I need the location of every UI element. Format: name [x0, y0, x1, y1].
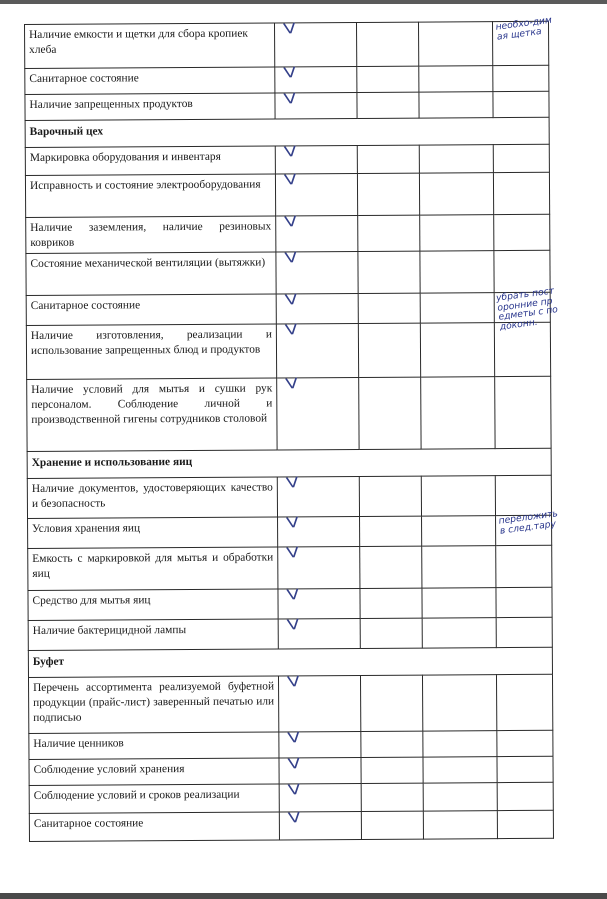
check-mark: V	[286, 673, 302, 691]
empty-cell-b	[423, 783, 497, 811]
check-cell	[276, 323, 358, 377]
section-heading: Варочный цех	[25, 117, 549, 147]
check-cell	[275, 173, 357, 216]
check-mark: V	[285, 514, 301, 532]
table-row	[28, 617, 552, 650]
check-mark: V	[282, 20, 298, 38]
section-heading: Хранение и использование яиц	[27, 448, 551, 478]
empty-cell-b	[420, 251, 494, 293]
remark-cell	[497, 756, 553, 782]
table-row	[25, 21, 549, 68]
remark-cell	[494, 322, 550, 376]
empty-cell-b	[419, 66, 493, 92]
check-cell	[278, 618, 360, 649]
table-row	[26, 292, 550, 325]
table-row	[25, 144, 549, 175]
table-row	[27, 475, 551, 518]
remark-cell	[497, 730, 553, 756]
remark-cell	[494, 214, 550, 250]
check-cell	[275, 66, 357, 93]
section-row	[28, 647, 552, 677]
criterion-text: Емкость с маркировкой для мытья и обработки яиц	[28, 547, 278, 591]
check-mark: V	[282, 90, 298, 108]
empty-cell-a	[361, 757, 423, 783]
check-cell	[279, 731, 361, 758]
check-cell	[274, 22, 356, 67]
empty-cell-a	[359, 377, 421, 449]
criterion-text: Наличие заземления, наличие резиновых ковриков	[26, 216, 276, 254]
empty-cell-a	[361, 731, 423, 757]
check-cell	[276, 293, 358, 324]
empty-cell-a	[357, 145, 419, 173]
criterion-text: Перечень ассортимента реализуемой буфетной продукции (прайс-лист) заверенный печатью или подписью	[28, 676, 278, 734]
empty-cell-b	[419, 145, 493, 173]
empty-cell-b	[419, 92, 493, 118]
check-mark: V	[285, 544, 301, 562]
check-cell	[278, 546, 360, 589]
table-row	[25, 172, 549, 217]
criterion-text: Наличие условий для мытья и сушки рук персоналом. Соблюдение личной и производственной гигены сотрудников столовой	[27, 378, 277, 452]
table-row	[27, 376, 551, 451]
criterion-text: Соблюдение условий и сроков реализации	[29, 784, 279, 814]
criterion-text: Наличие бактерицидной лампы	[28, 619, 278, 651]
handwritten-note: переложить в след.тару	[497, 508, 559, 537]
check-mark: V	[287, 809, 302, 827]
check-cell	[279, 757, 361, 784]
empty-cell-a	[360, 546, 422, 588]
check-mark: V	[284, 321, 299, 339]
check-cell	[279, 783, 361, 812]
criterion-text: Наличие запрещенных продуктов	[25, 93, 275, 121]
table-row	[25, 65, 549, 94]
empty-cell-b	[420, 293, 494, 323]
check-mark: V	[286, 755, 302, 773]
empty-cell-b	[421, 476, 495, 516]
remark-cell	[495, 376, 551, 448]
remark-cell	[493, 172, 549, 214]
empty-cell-b	[422, 675, 496, 731]
check-mark: V	[286, 616, 301, 634]
criterion-text: Санитарное состояние	[25, 67, 275, 95]
check-cell	[278, 588, 360, 619]
table-row	[25, 91, 549, 120]
empty-cell-b	[418, 22, 492, 66]
remark-cell	[494, 285, 559, 333]
check-mark: V	[283, 171, 299, 189]
empty-cell-b	[423, 811, 497, 839]
table-row	[28, 515, 552, 548]
criterion-text: Санитарное состояние	[29, 812, 279, 842]
table-row	[26, 214, 550, 253]
empty-cell-b	[420, 215, 494, 251]
criterion-text: Наличие емкости и щетки для сбора кропиек хлеба	[25, 23, 275, 69]
empty-cell-a	[358, 293, 420, 323]
criterion-text: Маркировка оборудования и инвентаря	[25, 146, 275, 176]
check-cell	[278, 675, 360, 731]
check-mark: V	[285, 474, 300, 492]
table-row	[28, 674, 552, 733]
criterion-text: Состояние механической вентиляции (вытяжки)	[26, 252, 276, 296]
check-mark: V	[282, 64, 298, 82]
section-heading: Буфет	[28, 647, 552, 677]
criterion-text: Соблюдение условий хранения	[29, 758, 279, 786]
empty-cell-a	[360, 588, 422, 618]
empty-cell-a	[360, 516, 422, 546]
table-row	[29, 810, 553, 841]
check-cell	[275, 145, 357, 174]
empty-cell-a	[356, 22, 418, 66]
empty-cell-b	[422, 618, 496, 648]
empty-cell-b	[419, 173, 493, 215]
criterion-text: Исправность и состояние электрооборудования	[25, 174, 275, 218]
check-cell	[277, 377, 359, 449]
remark-cell	[496, 617, 552, 647]
empty-cell-a	[361, 811, 423, 839]
check-mark: V	[284, 375, 300, 393]
check-cell	[279, 811, 361, 840]
table-row	[28, 587, 552, 620]
remark-cell	[493, 91, 549, 117]
check-mark: V	[283, 249, 299, 267]
scan-bottom-edge	[0, 893, 607, 899]
empty-cell-b	[421, 377, 495, 449]
criterion-text: Санитарное состояние	[26, 294, 276, 326]
table-row	[26, 322, 550, 379]
remark-cell	[493, 144, 549, 172]
remark-cell	[493, 65, 549, 91]
empty-cell-a	[357, 66, 419, 92]
check-mark: V	[286, 729, 302, 747]
empty-cell-b	[420, 323, 494, 377]
check-mark: V	[287, 781, 302, 799]
remark-cell	[496, 587, 552, 617]
criterion-text: Наличие ценников	[29, 732, 279, 760]
empty-cell-b	[422, 546, 496, 588]
check-cell	[276, 215, 358, 252]
empty-cell-a	[358, 215, 420, 251]
empty-cell-a	[360, 618, 422, 648]
scan-top-edge	[0, 0, 607, 4]
empty-cell-b	[422, 516, 496, 546]
check-mark: V	[283, 213, 299, 231]
check-mark: V	[285, 586, 301, 604]
remark-cell	[492, 14, 553, 65]
empty-cell-b	[423, 731, 497, 757]
table-row	[29, 756, 553, 785]
empty-cell-a	[357, 173, 419, 215]
empty-cell-b	[422, 588, 496, 618]
remark-cell	[497, 810, 553, 838]
table-row	[29, 782, 553, 813]
empty-cell-a	[358, 323, 420, 377]
handwritten-note: необхо-димая щетка	[494, 14, 553, 43]
table-row	[29, 730, 553, 759]
check-cell	[277, 476, 359, 517]
criterion-text: Условия хранения яиц	[28, 517, 278, 549]
criterion-text: Наличие изготовления, реализации и использование запрещенных блюд и продуктов	[26, 324, 276, 380]
empty-cell-a	[360, 675, 422, 731]
empty-cell-a	[361, 783, 423, 811]
empty-cell-a	[359, 476, 421, 516]
check-cell	[278, 516, 360, 547]
empty-cell-b	[423, 757, 497, 783]
check-mark: V	[283, 143, 298, 161]
remark-cell	[497, 782, 553, 810]
remark-cell	[496, 508, 559, 545]
criterion-text: Средство для мытья яиц	[28, 589, 278, 621]
criterion-text: Наличие документов, удостоверяющих качество и безопасность	[27, 477, 277, 519]
checklist-sheet	[24, 14, 559, 842]
empty-cell-a	[357, 92, 419, 118]
check-cell	[275, 92, 357, 119]
checklist-table	[24, 14, 559, 842]
section-row	[27, 448, 551, 478]
check-mark: V	[284, 291, 299, 309]
empty-cell-a	[358, 251, 420, 293]
handwritten-note: убрать посторонние предметы с подоконн.	[495, 285, 559, 333]
table-row	[26, 250, 550, 295]
check-cell	[276, 251, 358, 294]
remark-cell	[496, 545, 552, 587]
remark-cell	[496, 674, 552, 730]
table-row	[28, 545, 552, 590]
section-row	[25, 117, 549, 147]
